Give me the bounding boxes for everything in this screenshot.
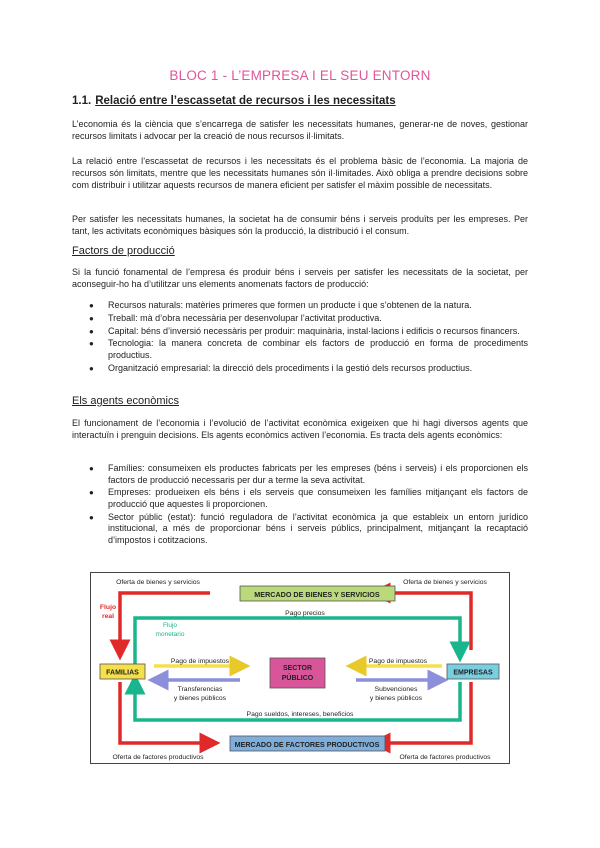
supply-goods-left-label: Oferta de bienes y servicios xyxy=(116,579,200,586)
section-title: Relació entre l’escassetat de recursos i les necessitats xyxy=(95,95,396,107)
section-heading xyxy=(72,95,396,107)
bullet-icon: ● xyxy=(89,326,94,336)
bullet-icon: ● xyxy=(89,488,94,498)
public-sector-box xyxy=(270,658,325,688)
transfers-label-1: Transferencias xyxy=(177,686,223,693)
bullet-icon: ● xyxy=(89,301,94,310)
factors-list xyxy=(72,300,528,376)
list-item: ● Empreses: produeixen els béns i els serveis que consumeixen les famílies mitjançant els factors de producció que aquestes li proporcionen. xyxy=(89,487,528,509)
monetary-flow-label-2: monetario xyxy=(155,631,185,638)
intro-paragraph-1: L’economia és la ciència que s’encarrega de satisfer les necessitats humanes, generar-ne de noves, gestionar recursos limitats i advocar per la creació de nous recursos il·limitats. xyxy=(72,119,528,142)
bullet-icon: ● xyxy=(89,339,94,349)
agents-heading: Els agents econòmics xyxy=(72,395,179,407)
factors-heading: Factors de producció xyxy=(72,245,175,257)
section-number: 1.1. xyxy=(72,95,92,107)
list-item: ● Sector públic (estat): funció reguladora de l’activitat econòmica ja que estableix un entorn jurídico institucional, a més de proporcionar béns i serveis públics, principalment, mitjançant la recaptació d’impostos i cotitzacions. xyxy=(89,511,528,545)
families-label: FAMILIAS xyxy=(106,669,139,677)
list-item: ● Treball: mà d’obra necessària per desenvolupar l’activitat productiva. xyxy=(89,312,382,323)
bullet-icon: ● xyxy=(89,512,94,522)
agents-list xyxy=(72,463,528,548)
intro-paragraph-2: La relació entre l’escassetat de recursos i les necessitats és el problema bàsic de l’economia. La majoria de recursos són limitats, mentre que les necessitats humanes són il·limitades. Això obliga a prendre decisions sobre com distribuir i utilitzar aquests recursos de manera eficient per satisfer el màxim possible de necessitats. xyxy=(72,156,528,191)
subsidies-label-1: Subvenciones xyxy=(374,686,418,693)
document-title: BLOC 1 - L’EMPRESA I EL SEU ENTORN xyxy=(169,68,431,83)
list-item: ● Organització empresarial: la direcció dels procediments i la gestió dels recursos productius. xyxy=(89,362,473,373)
bullet-icon: ● xyxy=(89,313,94,323)
public-sector-label-2: PÚBLICO xyxy=(281,675,314,682)
agents-paragraph: El funcionament de l’economia i l’evolució de l’activitat econòmica exigeixen que hi hagi diversos agents que interactuïn i prenguin decisions. Els agents econòmics activen l’economia. Es tracta dels agents econòmics: xyxy=(72,418,528,441)
public-sector-label-1: SECTOR xyxy=(282,665,313,672)
companies-label: EMPRESAS xyxy=(453,669,493,677)
goods-market-label: MERCADO DE BIENES Y SERVICIOS xyxy=(254,590,380,599)
price-payment-label: Pago precios xyxy=(285,610,325,617)
factors-paragraph: Si la funció fonamental de l’empresa és produir béns i serveis per satisfer les necessitats de la societat, per aconseguir-ho ha d’utilitzar uns elements anomenats factors de producció: xyxy=(72,267,528,290)
factors-market-label: MERCADO DE FACTORES PRODUCTIVOS xyxy=(234,740,380,749)
monetary-flow-label-1: Flujo xyxy=(162,622,178,629)
real-flow-label-1: Flujo xyxy=(99,604,117,611)
transfers-label-2: y bienes públicos xyxy=(173,695,227,702)
taxes-left-label: Pago de impuestos xyxy=(170,658,230,665)
supply-goods-right-label: Oferta de bienes y servicios xyxy=(403,579,487,586)
taxes-right-label: Pago de impuestos xyxy=(368,658,428,665)
subsidies-label-2: y bienes públicos xyxy=(369,695,423,702)
list-item: ● Famílies: consumeixen els productes fabricats per les empreses (béns i serveis) i els proporcionen els factors de producció necessaris per dur a terme la seva activitat. xyxy=(89,463,528,485)
supply-factors-right-label: Oferta de factores productivos xyxy=(399,754,491,761)
supply-factors-left-label: Oferta de factores productivos xyxy=(112,754,204,761)
list-item: ● Tecnologia: la manera concreta de combinar els factors de producció en forma de procediments productius. xyxy=(89,338,528,360)
intro-paragraph-3: Per satisfer les necessitats humanes, la societat ha de consumir béns i serveis produïts per les empreses. Per tant, les activitats econòmiques bàsiques són la producció, la distribució i el consum. xyxy=(72,214,528,237)
circular-flow-diagram xyxy=(90,572,510,764)
bullet-icon: ● xyxy=(89,464,94,473)
list-item: ● Recursos naturals: matèries primeres que formen un producte i que s’obtenen de la natura. xyxy=(89,300,472,310)
bullet-icon: ● xyxy=(89,363,94,373)
real-flow-label-2: real xyxy=(101,613,115,620)
list-item: ● Capital: béns d’inversió necessàris per produir: maquinària, instal·lacions i edificis o recursos financers. xyxy=(89,325,520,336)
wages-payment-label: Pago sueldos, intereses, beneficios xyxy=(246,711,354,718)
